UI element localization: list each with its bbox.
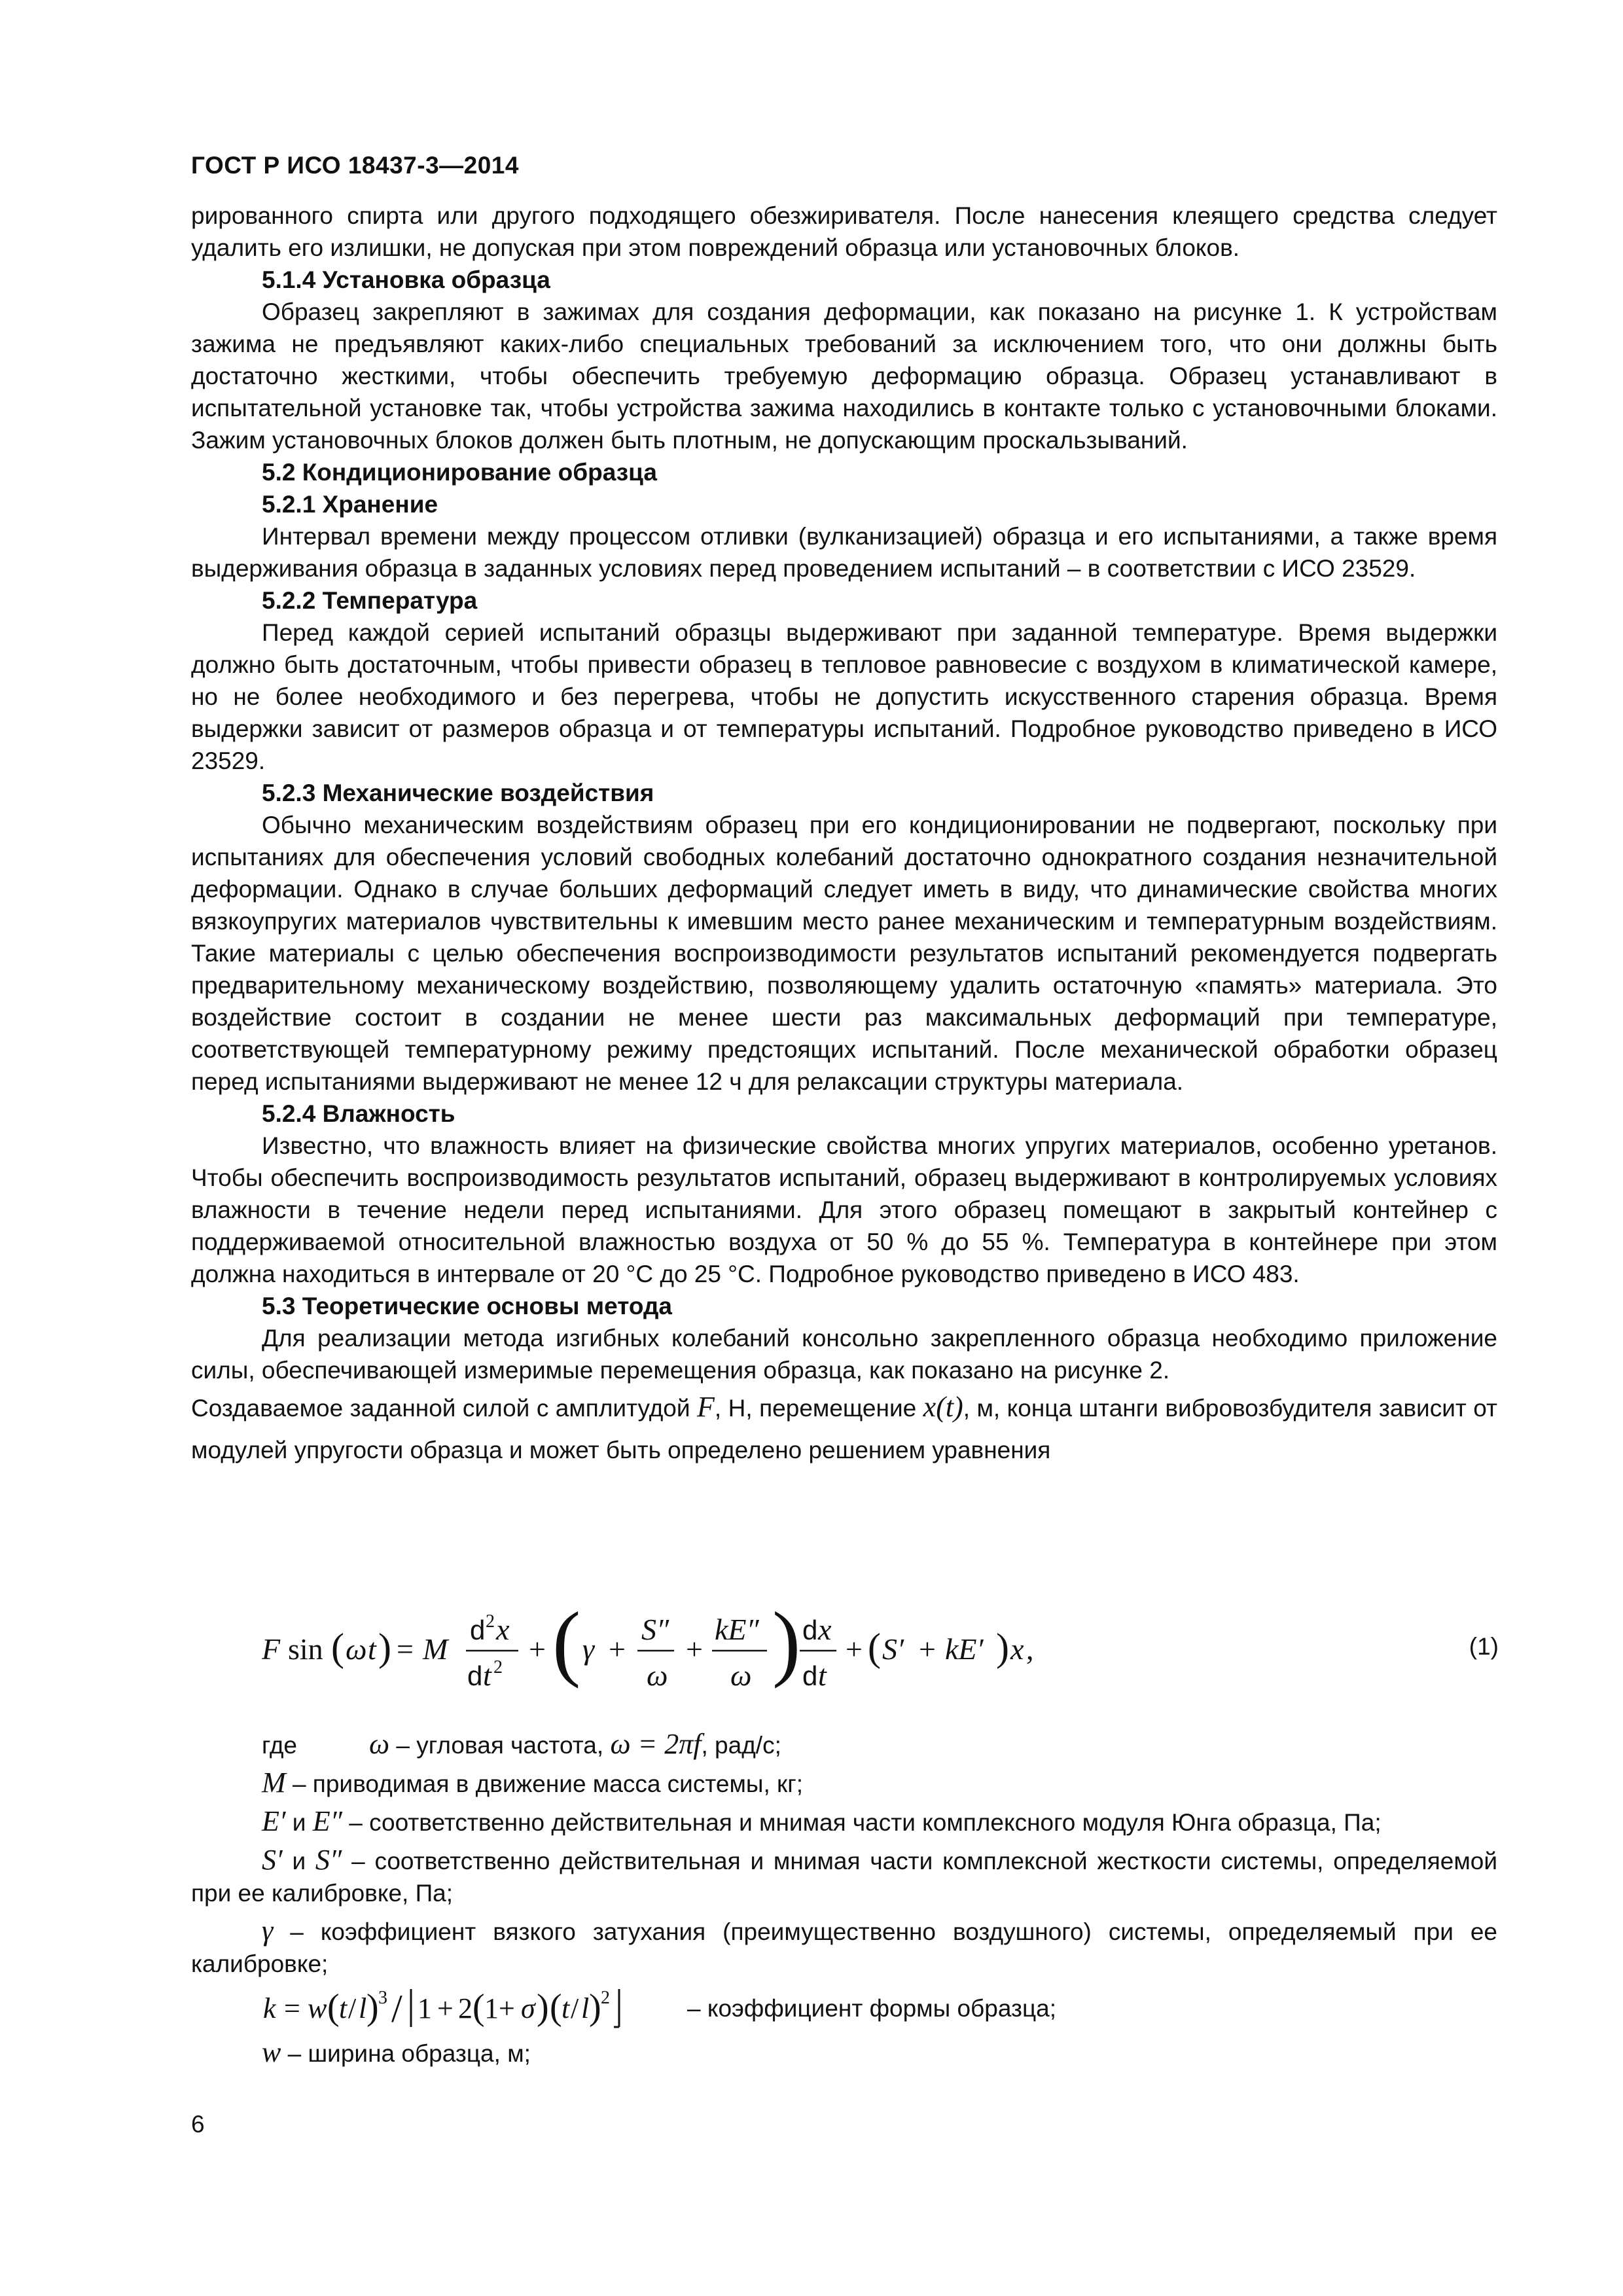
def-shape-factor — [191, 1985, 1497, 2031]
svg-text:(: ( — [327, 1987, 340, 2028]
section-5-3-paragraph-1: Для реализации метода изгибных колебаний консольно закрепленного образца необходимо приложение силы, обеспечивающей измеримые перемещения образца, как показано на рисунке 2. — [191, 1325, 1497, 1384]
svg-text:x: x — [818, 1613, 832, 1646]
svg-text:=: = — [397, 1632, 414, 1666]
svg-text:kE′: kE′ — [945, 1632, 984, 1666]
section-5-2-2-title: 5.2.2 Температура — [262, 587, 478, 614]
svg-text:ω: ω — [346, 1632, 367, 1666]
displacement-symbol: x(t) — [923, 1391, 963, 1423]
svg-text:x: x — [1010, 1632, 1024, 1666]
svg-text:x: x — [496, 1613, 510, 1646]
svg-text:sin: sin — [288, 1632, 323, 1666]
width-text: – ширина образца, м; — [287, 2040, 531, 2067]
svg-text:M: M — [423, 1632, 448, 1666]
svg-text:t: t — [483, 1659, 491, 1692]
shape-factor-text: – коэффициент формы образца; — [687, 1994, 1056, 2022]
svg-text:(: ( — [552, 1597, 581, 1689]
svg-text:+: + — [499, 1992, 515, 2024]
stiffness-text: – соответственно действительная и мнимая части комплексной жесткости системы, определяемой при ее калибровке, Па; — [191, 1848, 1498, 1907]
svg-text:): ) — [772, 1597, 801, 1689]
omega-symbol: ω — [369, 1728, 390, 1760]
svg-text:d: d — [470, 1615, 486, 1645]
svg-text:d: d — [467, 1660, 483, 1691]
def-mass — [191, 1767, 1497, 1800]
section-5-2-3-paragraph: Обычно механическим воздействиям образец при его кондиционировании не подвергают, поскольку при испытаниях для обеспечения условий свободных колебаний достаточно однократного создания незначительной деформации. Однако в случае больших деформаций следует иметь в виду, что динамические свойства многих вязкоупругих материалов чувствительны к имевшим место ранее механическим и температурным воздействиям. Такие материалы с целью обеспечения воспроизводимости результатов испытаний рекомендуется подвергать предварительному механическому воздействию, позволяющему удалить остаточную «память» материала. Это воздействие состоит в создании не менее шести раз максимальных деформаций при температуре, соответствующей температурному режиму предстоящих испытаний. После механической обработки образец перед испытаниями выдерживают не менее 12 ч для релаксации структуры материала. — [191, 812, 1497, 1095]
svg-text:): ) — [537, 1987, 549, 2028]
gamma-symbol: γ — [262, 1914, 274, 1946]
svg-text:k: k — [263, 1992, 276, 2024]
svg-text:+: + — [919, 1632, 936, 1666]
svg-text:/: / — [348, 1992, 357, 2024]
svg-text:kE″: kE″ — [715, 1613, 759, 1646]
svg-text:t: t — [818, 1659, 827, 1692]
svg-text:+: + — [686, 1632, 703, 1666]
section-5-2-title: 5.2 Кондиционирование образца — [262, 459, 657, 486]
svg-text:+: + — [529, 1632, 546, 1666]
svg-text:3: 3 — [378, 1988, 387, 2008]
svg-text:S′: S′ — [882, 1632, 904, 1666]
svg-text:(: ( — [331, 1626, 344, 1669]
young-modulus-text: – соответственно действительная и мнимая части комплексного модуля Юнга образца, Па; — [349, 1809, 1382, 1836]
svg-text:2: 2 — [486, 1611, 495, 1632]
svg-text:γ: γ — [582, 1632, 595, 1666]
section-5-2-4-title: 5.2.4 Влажность — [262, 1100, 455, 1127]
svg-text:σ: σ — [521, 1992, 535, 2024]
intro-paragraph: рированного спирта или другого подходящего обезжиривателя. После нанесения клеящего средства следует удалить его излишки, не допуская при этом повреждений образца или установочных блоков. — [191, 202, 1497, 261]
mass-text: – приводимая в движение масса системы, кг; — [292, 1770, 804, 1797]
section-5-2-4-paragraph: Известно, что влажность влияет на физические свойства многих упругих материалов, особенно уретанов. Чтобы обеспечить воспроизводимость результатов испытаний, образец выдерживают в контролируемых условиях влажности в течение недели перед испытаниями. Для этого образец помещают в закрытый контейнер с поддерживаемой относительной влажностью воздуха от 50 % до 55 %. Температура в контейнере при этом должна находиться в интервале от 20 °С до 25 °С. Подробное руководство приведено в ИСО 483. — [191, 1132, 1497, 1287]
equation-number: (1) — [1469, 1633, 1499, 1660]
s-double-prime-symbol: S″ — [315, 1844, 342, 1876]
svg-text:t: t — [368, 1632, 376, 1666]
svg-text:d: d — [802, 1660, 818, 1691]
equation-1 — [262, 1597, 1499, 1702]
section-5-3-title: 5.3 Теоретические основы метода — [262, 1293, 673, 1319]
svg-text:1: 1 — [484, 1992, 499, 2024]
svg-text:ω: ω — [730, 1659, 752, 1692]
p2-text-a: Создаваемое заданной силой с амплитудой — [191, 1395, 690, 1422]
def-young-modulus — [191, 1805, 1497, 1839]
variable-definitions — [191, 1728, 1497, 2075]
svg-text:(: ( — [868, 1626, 881, 1669]
p2-text-b: , Н, перемещение — [714, 1395, 917, 1422]
section-5-1-4-title: 5.1.4 Установка образца — [262, 266, 550, 293]
body-text — [191, 200, 1497, 1471]
svg-text:): ) — [366, 1987, 379, 2028]
e-prime-symbol: E′ — [262, 1805, 286, 1837]
section-5-1-4-paragraph: Образец закрепляют в зажимах для создания деформации, как показано на рисунке 1. К устройствам зажима не предъявляют каких-либо специальных требований за исключением того, что они должны быть достаточно жесткими, чтобы обеспечить требуемую деформацию образца. Образец устанавливают в испытательной установке так, чтобы устройства зажима находились в контакте только с установочными блоками. Зажим установочных блоков должен быть плотным, не допускающим проскальзываний. — [191, 298, 1497, 454]
section-5-3-paragraph-2 — [191, 1386, 1497, 1471]
page-header: ГОСТ Р ИСО 18437-3—2014 — [191, 152, 519, 179]
svg-text:): ) — [589, 1987, 601, 2028]
damping-text: – коэффициент вязкого затухания (преимущественно воздушного) системы, определяемый при ее калибровке; — [191, 1918, 1497, 1977]
svg-text:2: 2 — [493, 1657, 503, 1677]
page-number: 6 — [191, 2111, 205, 2138]
svg-text:d: d — [802, 1615, 818, 1645]
def-width — [191, 2036, 1497, 2070]
omega-unit: , рад/с; — [701, 1732, 781, 1759]
width-symbol: w — [262, 2036, 281, 2068]
svg-text:+: + — [609, 1632, 626, 1666]
svg-text:,: , — [1026, 1632, 1034, 1666]
s-prime-symbol: S′ — [262, 1844, 283, 1876]
e-double-prime-symbol: E″ — [312, 1805, 342, 1837]
svg-text:l: l — [581, 1992, 590, 2024]
p2-text-c: , м, конца штанги вибровозбудителя зависит от модулей упругости образца и может быть определено решением уравнения — [191, 1395, 1498, 1463]
svg-text:2: 2 — [458, 1992, 473, 2024]
section-5-2-3-title: 5.2.3 Механические воздействия — [262, 780, 654, 806]
svg-text:w: w — [308, 1992, 327, 2024]
svg-text:): ) — [996, 1626, 1009, 1669]
section-5-2-1-title: 5.2.1 Хранение — [262, 491, 438, 518]
e-and: и — [292, 1809, 306, 1836]
force-symbol: F — [697, 1391, 715, 1423]
where-label: где — [262, 1732, 298, 1759]
section-5-2-2-paragraph: Перед каждой серией испытаний образцы выдерживают при заданной температуре. Время выдержки должно быть достаточным, чтобы привести образец в тепловое равновесие с воздухом в климатической камере, но не более необходимого и без перегрева, чтобы не допустить искусственного старения образца. Время выдержки зависит от размеров образца и от температуры испытаний. Подробное руководство приведено в ИСО 23529. — [191, 619, 1497, 774]
svg-text:F: F — [262, 1632, 281, 1666]
def-stiffness — [191, 1844, 1497, 1909]
shape-factor-formula — [262, 1985, 687, 2031]
svg-text:1: 1 — [418, 1992, 432, 2024]
svg-text:t: t — [562, 1992, 570, 2024]
mass-symbol: M — [262, 1767, 286, 1799]
svg-text:2: 2 — [601, 1988, 610, 2008]
svg-text:(: ( — [473, 1987, 485, 2028]
svg-text:): ) — [378, 1626, 391, 1669]
svg-text:/: / — [391, 1987, 402, 2030]
equation-1-formula — [262, 1597, 1374, 1702]
svg-text:/: / — [571, 1992, 579, 2024]
svg-text:+: + — [846, 1632, 863, 1666]
omega-equation: ω = 2πf — [610, 1728, 702, 1760]
svg-text:l: l — [359, 1992, 367, 2024]
svg-text:(: ( — [550, 1987, 562, 2028]
s-and: и — [292, 1848, 306, 1874]
section-5-2-1-paragraph: Интервал времени между процессом отливки (вулканизацией) образца и его испытаниями, а также время выдерживания образца в заданных условиях перед проведением испытаний – в соответствии с ИСО 23529. — [191, 523, 1497, 582]
svg-text:=: = — [284, 1992, 300, 2024]
svg-text:+: + — [437, 1992, 454, 2024]
svg-text:S″: S″ — [641, 1613, 669, 1646]
svg-text:ω: ω — [647, 1659, 668, 1692]
omega-text: – угловая частота, — [396, 1732, 604, 1759]
svg-text:t: t — [339, 1992, 348, 2024]
def-damping — [191, 1914, 1497, 1980]
def-omega — [191, 1728, 1497, 1761]
